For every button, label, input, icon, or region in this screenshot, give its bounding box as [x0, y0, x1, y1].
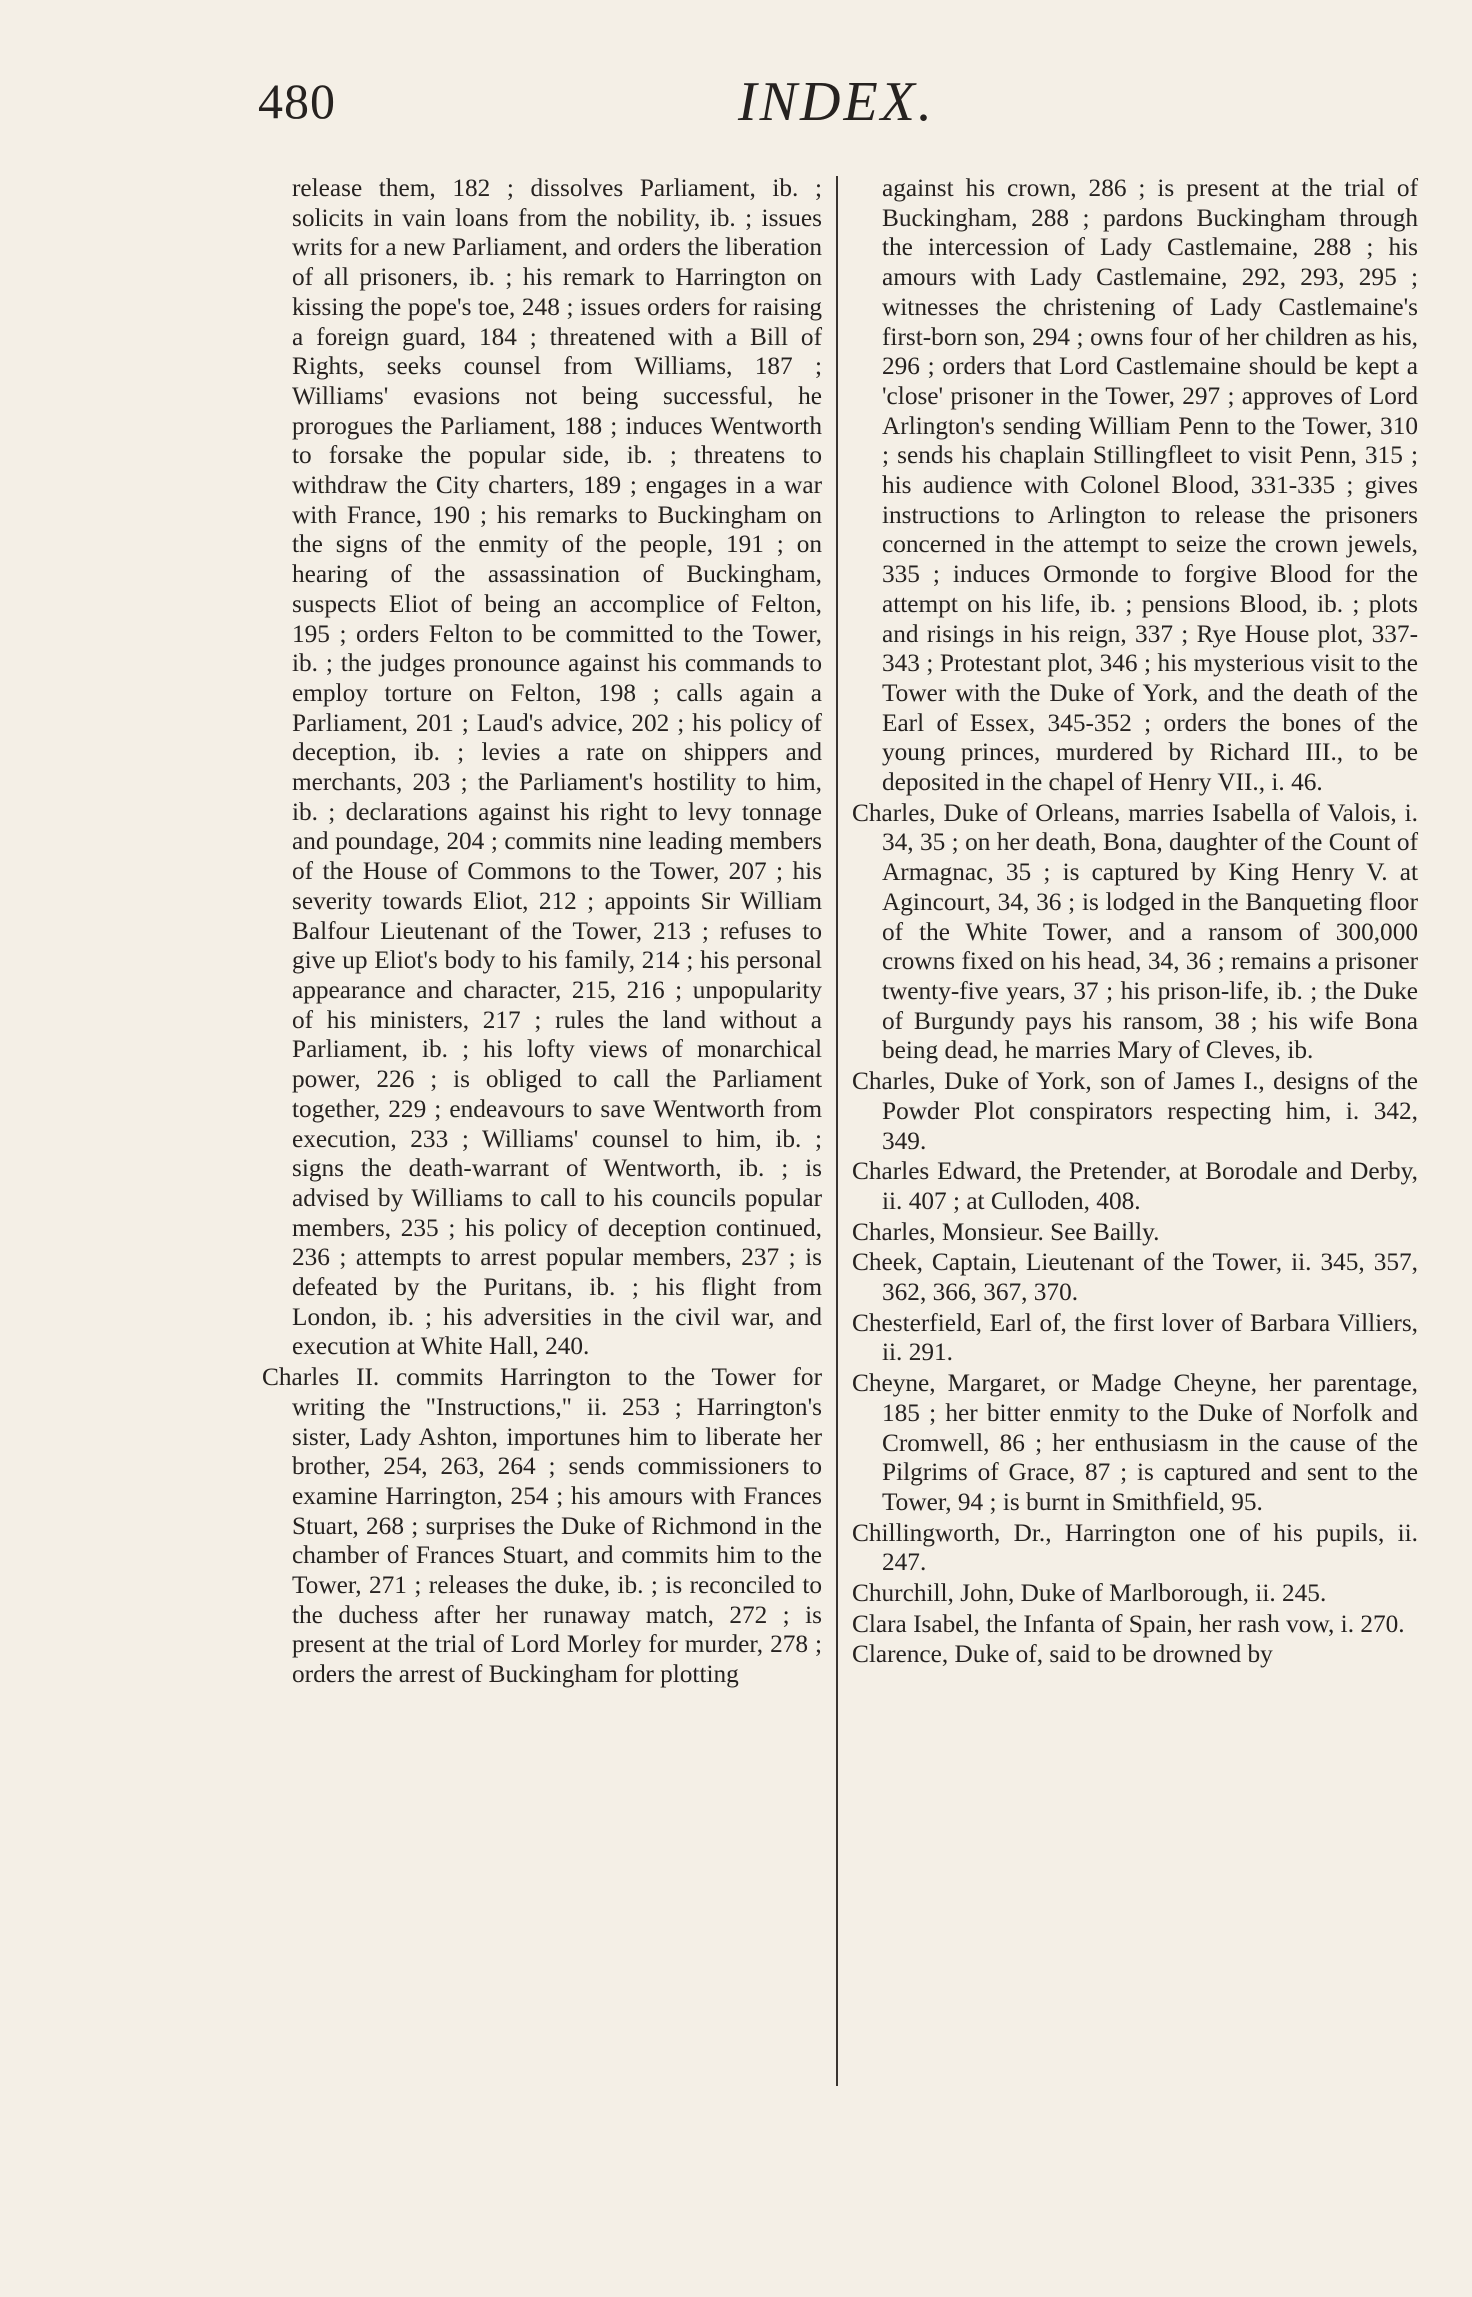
index-entry: Charles, Duke of Orleans, marries Isabella of Valois, i. 34, 35 ; on her death, Bona, daughter of the Count of Armagnac, 35 ; is captured by King Henry V. at Agincourt, 34, 36 ; is lodged in the Banqueting floor of the White Tower, and a ransom of 300,000 crowns fixed on his head, 34, 36 ; remains a prisoner twenty-five years, 37 ; his prison-life, ib. ; the Duke of Burgundy pays his ransom, 38 ; his wife Bona being dead, he marries Mary of Cleves, ib.	[852, 798, 1418, 1065]
index-entry: against his crown, 286 ; is present at the trial of Buckingham, 288 ; pardons Buckingham through the intercession of Lady Castlemaine, 288 ; his amours with Lady Castlemaine, 292, 293, 295 ; witnesses the christening of Lady Castlemaine's first-born son, 294 ; owns four of her children as his, 296 ; orders that Lord Castlemaine should be kept a 'close' prisoner in the Tower, 297 ; approves of Lord Arlington's sending William Penn to the Tower, 310 ; sends his chaplain Stillingfleet to visit Penn, 315 ; his audience with Colonel Blood, 331-335 ; gives instructions to Arlington to release the prisoners concerned in the attempt to seize the crown jewels, 335 ; induces Ormonde to forgive Blood for the attempt on his life, ib. ; pensions Blood, ib. ; plots and risings in his reign, 337 ; Rye House plot, 337-343 ; Protestant plot, 346 ; his mysterious visit to the Tower with the Duke of York, and the death of the Earl of Essex, 345-352 ; orders the bones of the young princes, murdered by Richard III., to be deposited in the chapel of Henry VII., i. 46.	[882, 174, 1418, 797]
page-header	[0, 62, 1472, 132]
page-number: 480	[258, 73, 336, 129]
left-column	[262, 174, 822, 1690]
index-entry: Charles, Monsieur. See Bailly.	[852, 1217, 1160, 1246]
index-entry: Chesterfield, Earl of, the first lover of Barbara Villiers, ii. 291.	[852, 1308, 1418, 1367]
index-entry: Charles, Duke of York, son of James I., designs of the Powder Plot conspirators respecting him, i. 342, 349.	[852, 1067, 1418, 1155]
running-title: INDEX.	[738, 71, 935, 133]
index-entry: Cheyne, Margaret, or Madge Cheyne, her parentage, 185 ; her bitter enmity to the Duke of Norfolk and Cromwell, 86 ; her enthusiasm in the cause of the Pilgrims of Grace, 87 ; is captured and sent to the Tower, 94 ; is burnt in Smithfield, 95.	[852, 1369, 1418, 1516]
index-entry: Clarence, Duke of, said to be drowned by	[852, 1640, 1273, 1669]
index-entry: Churchill, John, Duke of Marlborough, ii. 245.	[852, 1579, 1327, 1608]
index-entry: Chillingworth, Dr., Harrington one of his pupils, ii. 247.	[852, 1518, 1418, 1577]
index-entry: Cheek, Captain, Lieutenant of the Tower, ii. 345, 357, 362, 366, 367, 370.	[852, 1248, 1418, 1307]
right-column	[852, 174, 1418, 1670]
index-entry: Charles II. commits Harrington to the Tower for writing the "Instructions," ii. 253 ; Harrington's sister, Lady Ashton, importunes him to liberate her brother, 254, 263, 264 ; sends commissioners to examine Harrington, 254 ; his amours with Frances Stuart, 268 ; surprises the Duke of Richmond in the chamber of Frances Stuart, and commits him to the Tower, 271 ; releases the duke, ib. ; is reconciled to the duchess after her runaway match, 272 ; is present at the trial of Lord Morley for murder, 278 ; orders the arrest of Buckingham for plotting	[262, 1363, 822, 1689]
index-entry: Clara Isabel, the Infanta of Spain, her rash vow, i. 270.	[852, 1609, 1405, 1638]
index-entry: Charles Edward, the Pretender, at Borodale and Derby, ii. 407 ; at Culloden, 408.	[852, 1157, 1418, 1215]
index-entry: release them, 182 ; dissolves Parliament, ib. ; solicits in vain loans from the nobility, ib. ; issues writs for a new Parliament, and orders the liberation of all prisoners, ib. ; his remark to Harrington on kissing the pope's toe, 248 ; issues orders for raising a foreign guard, 184 ; threatened with a Bill of Rights, seeks counsel from Williams, 187 ; Williams' evasions not being successful, he prorogues the Parliament, 188 ; induces Wentworth to forsake the popular side, ib. ; threatens to withdraw the City charters, 189 ; engages in a war with France, 190 ; his remarks to Buckingham on the signs of the enmity of the people, 191 ; on hearing of the assassination of Buckingham, suspects Eliot of being an accomplice of Felton, 195 ; orders Felton to be committed to the Tower, ib. ; the judges pronounce against his commands to employ torture on Felton, 198 ; calls again a Parliament, 201 ; Laud's advice, 202 ; his policy of deception, ib. ; levies a rate on shippers and merchants, 203 ; the Parliament's hostility to him, ib. ; declarations against his right to levy tonnage and poundage, 204 ; commits nine leading members of the House of Commons to the Tower, 207 ; his severity towards Eliot, 212 ; appoints Sir William Balfour Lieutenant of the Tower, 213 ; refuses to give up Eliot's body to his family, 214 ; his personal appearance and character, 215, 216 ; unpopularity of his ministers, 217 ; rules the land without a Parliament, ib. ; his lofty views of monarchical power, 226 ; is obliged to call the Parliament together, 229 ; endeavours to save Wentworth from execution, 233 ; Williams' counsel to him, ib. ; signs the death-warrant of Wentworth, ib. ; is advised by Williams to call to his councils popular members, 235 ; his policy of deception continued, 236 ; attempts to arrest popular members, 237 ; is defeated by the Puritans, ib. ; his flight from London, ib. ; his adversities in the civil war, and execution at White Hall, 240.	[292, 174, 822, 1361]
column-divider	[836, 176, 838, 2086]
